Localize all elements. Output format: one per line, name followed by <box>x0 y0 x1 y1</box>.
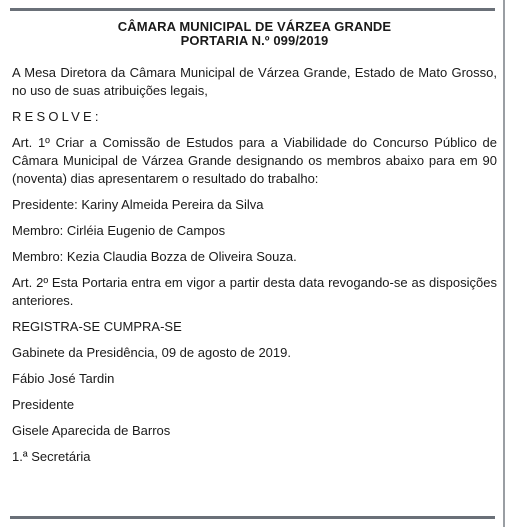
signature-name-1: Fábio José Tardin <box>12 371 115 386</box>
portaria-number: PORTARIA N.º 099/2019 <box>180 33 329 48</box>
member-1: Membro: Cirléia Eugenio de Campos <box>12 223 226 238</box>
member-2: Membro: Kezia Claudia Bozza de Oliveira Souza. <box>12 249 297 264</box>
document-header <box>12 20 497 48</box>
gabinete-line: Gabinete da Presidência, 09 de agosto de 2019. <box>12 345 291 360</box>
member-presidente: Presidente: Kariny Almeida Pereira da Silva <box>12 197 264 212</box>
signature-name-2: Gisele Aparecida de Barros <box>12 423 171 438</box>
article-2: Art. 2º Esta Portaria entra em vigor a partir desta data revogando-se as disposições anteriores. <box>12 275 497 308</box>
chamber-title: CÂMARA MUNICIPAL DE VÁRZEA GRANDE <box>117 19 392 34</box>
registra-line: REGISTRA-SE CUMPRA-SE <box>12 319 182 334</box>
top-rule <box>10 8 495 11</box>
intro-paragraph: A Mesa Diretora da Câmara Municipal de Várzea Grande, Estado de Mato Grosso, no uso de suas atribuições legais, <box>12 65 497 98</box>
bottom-rule <box>10 516 495 519</box>
right-border <box>503 0 505 527</box>
article-1: Art. 1º Criar a Comissão de Estudos para a Viabilidade do Concurso Público de Câmara Municipal de Várzea Grande designando os membros abaixo para em 90 (noventa) dias apresentarem o resultado do trabalho: <box>12 135 497 186</box>
signature-role-2: 1.ª Secretária <box>12 449 91 464</box>
signature-role-1: Presidente <box>12 397 75 412</box>
resolve-heading: RESOLVE: <box>12 109 102 124</box>
document-content <box>12 20 497 474</box>
